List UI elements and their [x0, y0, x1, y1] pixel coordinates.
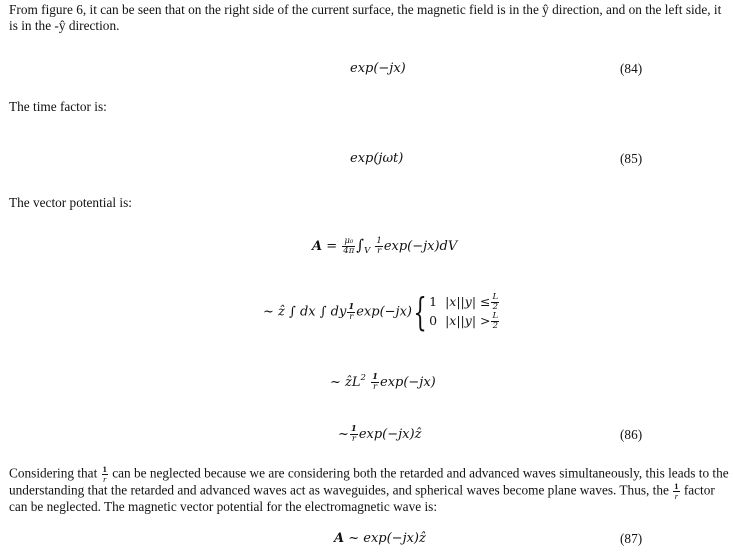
superscript-2: 2	[360, 373, 366, 383]
symbol-A: A	[312, 239, 323, 254]
fraction-1-over-r-inline-2	[673, 482, 679, 501]
considering-text-2a: understanding that the retarded and advanced waves act as waveguides, and spherical waves become plane waves. Thus, the	[9, 482, 669, 498]
frac-num-1c: 1	[372, 372, 378, 382]
frac-num-L-b: L	[492, 311, 499, 321]
rhs-87: ~ exp(−jx)ẑ	[348, 531, 426, 546]
fraction-1-over-r-86	[350, 425, 358, 444]
fraction-1-over-r-2	[347, 303, 355, 322]
equation-87	[334, 531, 426, 546]
tilde-86: ~	[338, 427, 349, 442]
case-1-condition: |x||y| ≤	[445, 294, 491, 309]
case-1-value: 1	[429, 294, 438, 309]
fraction-mu0-over-4pi	[342, 237, 355, 256]
equation-86	[338, 425, 421, 444]
equation-85: exp(jωt)	[350, 151, 404, 166]
frac-den-r: r	[377, 246, 382, 256]
intro-line-1: From figure 6, it can be seen that on the right side of the current surface, the magnetic field is in the ŷ direction, and on the left side, it	[9, 2, 722, 17]
label-time-factor: The time factor is:	[9, 99, 107, 114]
frac-num-mu0: μ₀	[342, 237, 355, 247]
frac-num-1e: 1	[102, 464, 107, 474]
frac-den-rd: r	[351, 434, 356, 444]
equation-84: exp(−jx)	[350, 61, 406, 76]
equation-number-87: (87)	[620, 531, 643, 546]
fraction-1-over-r-3	[371, 373, 379, 392]
exp-term-3: exp(−jx)	[380, 375, 436, 390]
intro-line-2: is in the -ŷ direction.	[9, 18, 120, 33]
frac-num-1d: 1	[350, 424, 357, 434]
frac-den-4pi: 4π	[343, 246, 355, 256]
exp-dV: exp(−jx)dV	[383, 239, 458, 254]
case-2-condition: |x||y| >	[445, 313, 491, 328]
considering-text-2b: factor	[683, 482, 715, 498]
frac-num-1b: 1	[348, 301, 355, 312]
considering-line-3: can be neglected. The magnetic vector potential for the electromagnetic wave is:	[9, 499, 438, 514]
z-L-prefix: ~ ẑL	[330, 375, 361, 390]
frac-den-re: r	[103, 474, 107, 484]
frac-den-rf: r	[674, 491, 679, 501]
case-1	[429, 293, 500, 312]
frac-num-L-a: L	[492, 292, 499, 302]
equation-zL2	[330, 373, 436, 392]
fraction-L-over-2-a	[491, 293, 499, 312]
equation-integral-cases	[263, 290, 500, 334]
frac-num-1: 1	[376, 236, 382, 246]
integral-sign: ∫	[356, 236, 365, 254]
equation-vector-potential	[312, 236, 457, 256]
frac-num-1f: 1	[674, 481, 679, 491]
frac-den-rc: r	[373, 382, 378, 392]
equals-sign: =	[326, 239, 338, 254]
double-integral: ∫ dx ∫ dy	[289, 304, 347, 320]
case-2	[429, 312, 500, 331]
tilde: ~	[263, 304, 274, 320]
fraction-L-over-2-b	[491, 312, 499, 331]
z-hat: ẑ	[278, 304, 285, 320]
frac-den-2-b: 2	[492, 321, 499, 331]
equation-number-86: (86)	[620, 427, 643, 442]
considering-text-1a: Considering that	[9, 465, 98, 481]
equation-number-84: (84)	[620, 61, 643, 76]
case-2-value: 0	[429, 313, 438, 328]
label-vector-potential: The vector potential is:	[9, 195, 132, 210]
symbol-A-87: A	[334, 531, 345, 546]
frac-den-rb: r	[349, 311, 354, 322]
cases-block	[429, 293, 500, 331]
fraction-1-over-r	[375, 237, 382, 256]
exp-term: exp(−jx)	[356, 304, 412, 320]
considering-text-1b: can be neglected because we are considering both the retarded and advanced waves simultaneously, this leads to the	[112, 465, 729, 481]
exp-z-86: exp(−jx)ẑ	[358, 427, 422, 442]
integral-sub-V: V	[364, 246, 371, 256]
left-brace: {	[413, 290, 427, 334]
equation-number-85: (85)	[620, 151, 643, 166]
frac-den-2-a: 2	[492, 302, 499, 312]
